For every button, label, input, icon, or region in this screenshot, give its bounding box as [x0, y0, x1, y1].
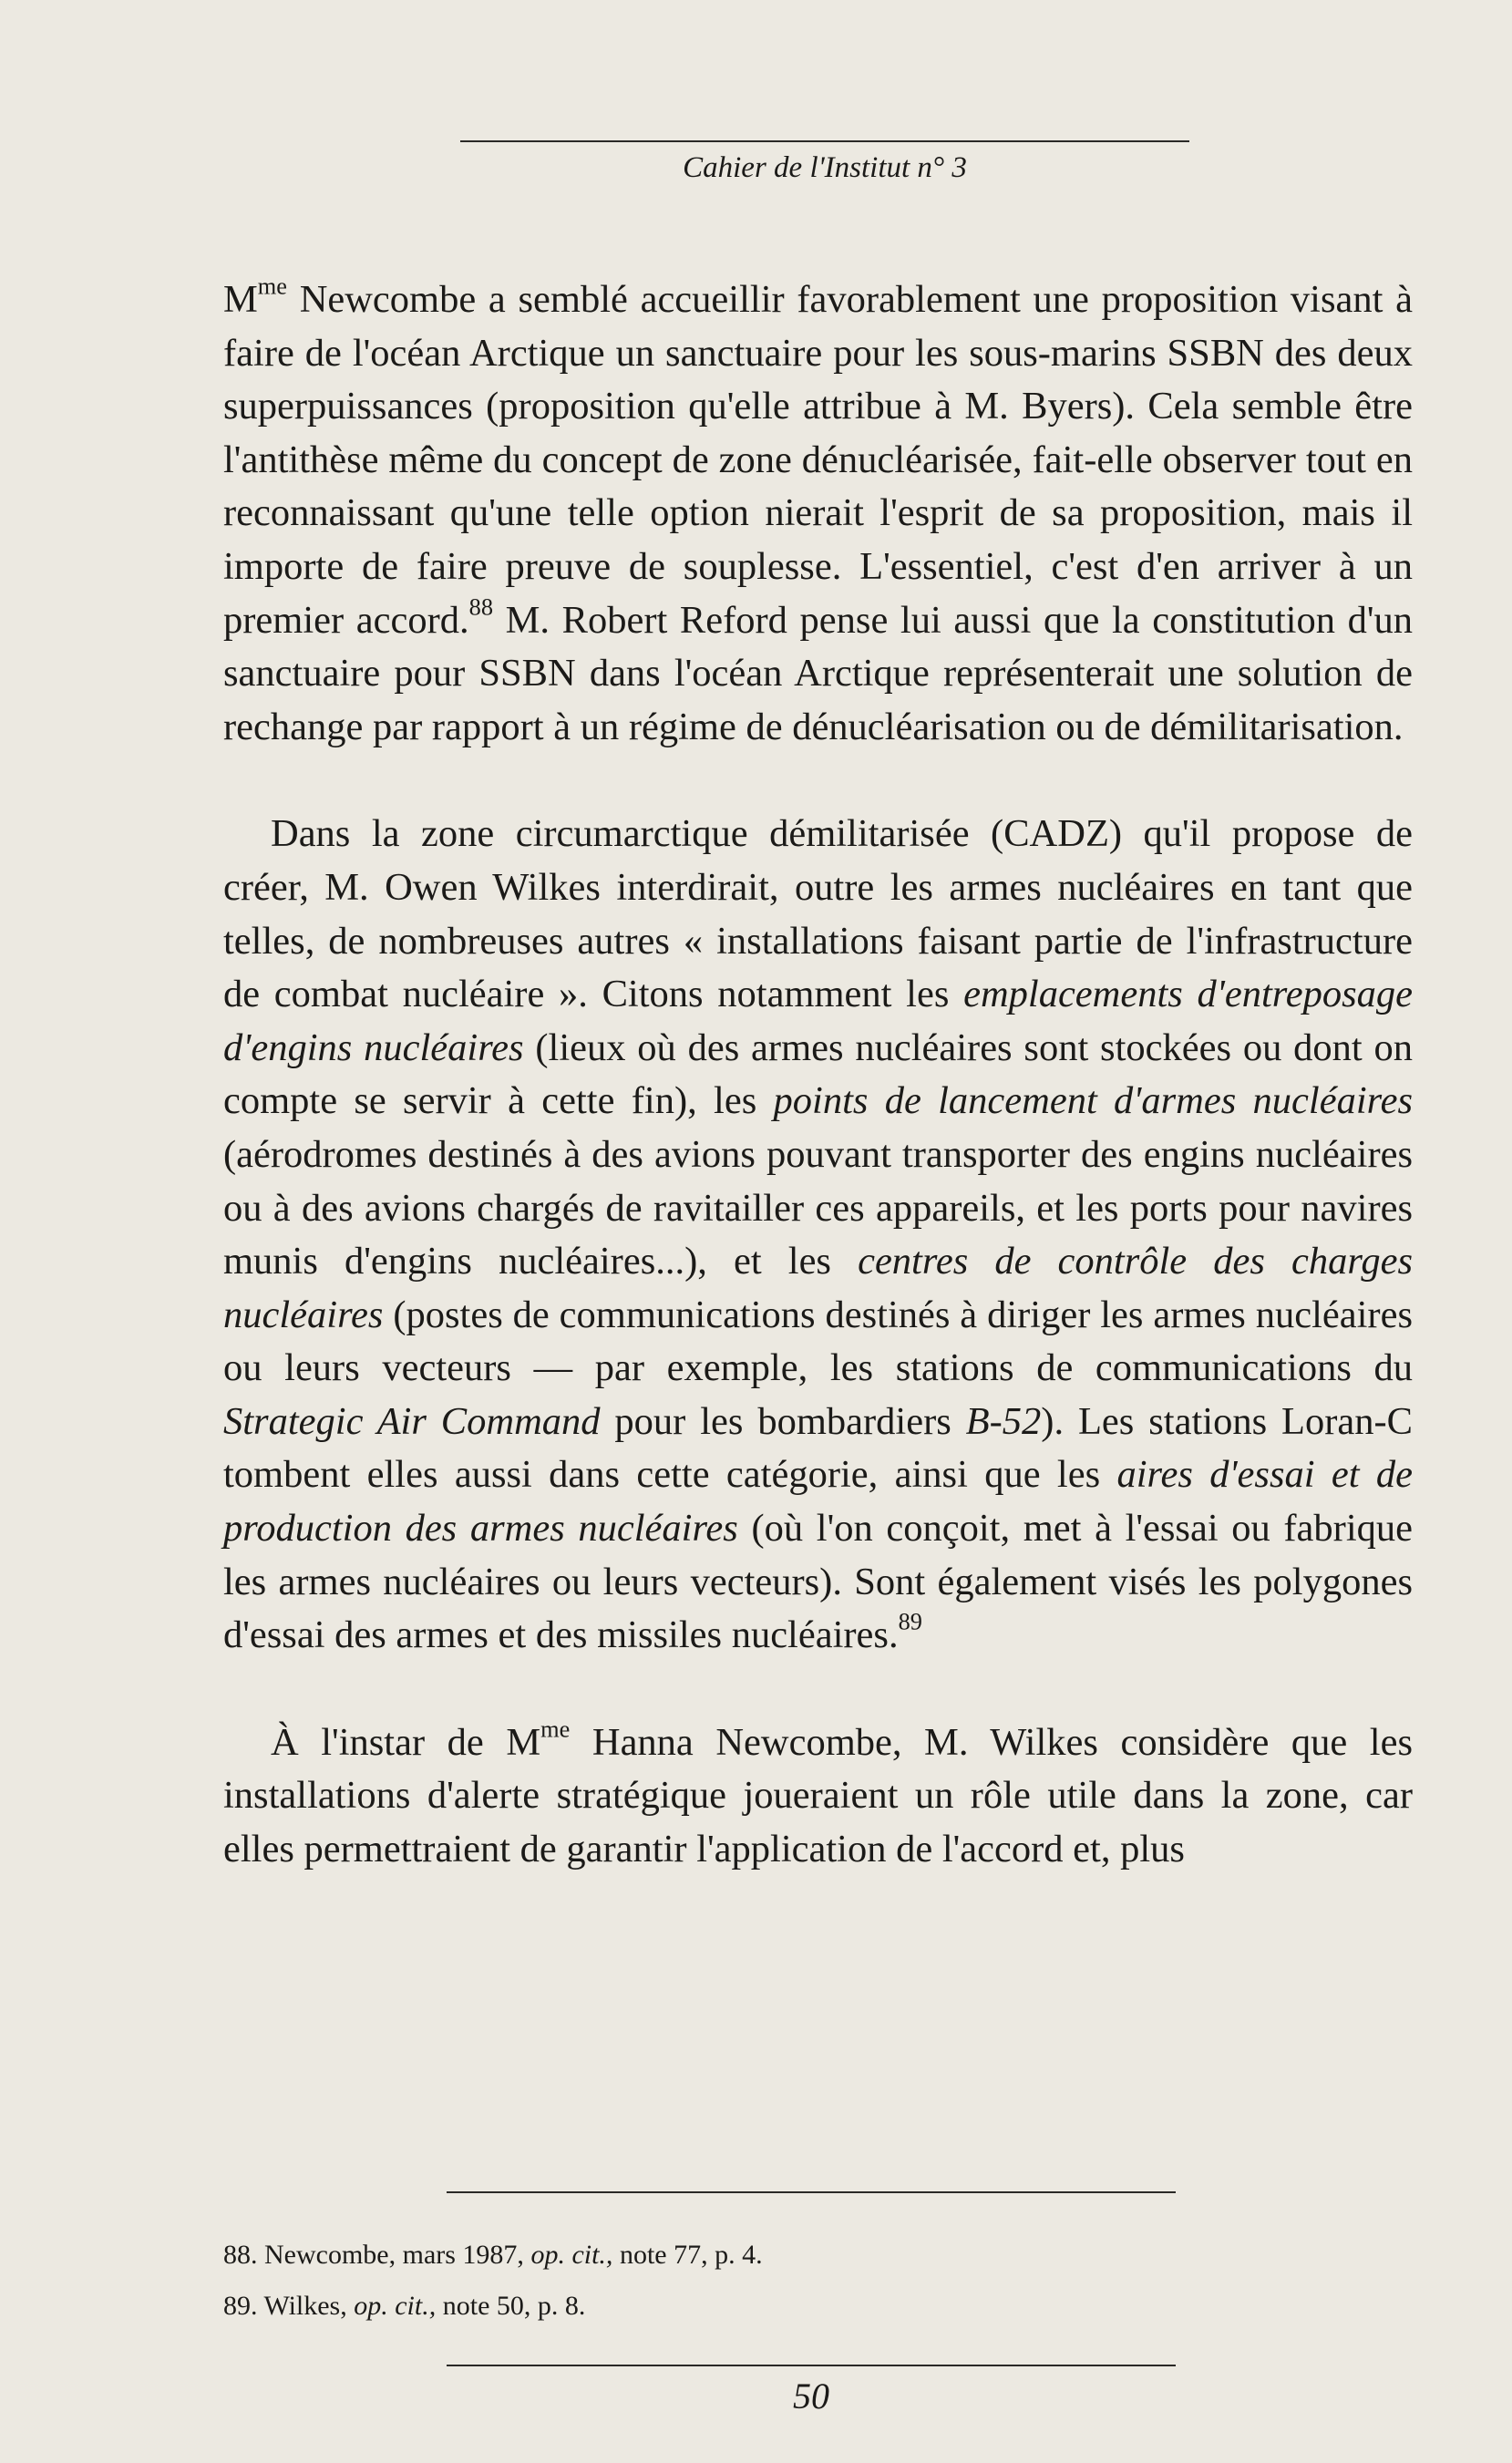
text-run: Newcombe a semblé accueillir favorablement une proposition visant à faire de l'océan Arctique un sanctuaire pour les sous-marins SSBN des deux superpuissances (proposition qu'elle attribue à M. Byers). Cela semble être l'antithèse même du concept de zone dénucléarisée, fait-elle observer tout en reconnaissant qu'une telle option nierait l'esprit de sa proposition, mais il importe de faire preuve de souplesse. L'essentiel, c'est d'en arriver à un premier accord.	[223, 278, 1413, 642]
text-run: Dans la zone circumarctique démilitarisée (CADZ) qu'il propose de créer, M. Owen Wilkes interdirait, outre les armes nucléaires en tant que telles, de nombreuses autres « installations faisant partie de l'infrastructure de combat nucléaire ». Citons notamment les	[223, 812, 1413, 1016]
paragraph-1	[223, 273, 1413, 754]
italic-text: op. cit.,	[354, 2291, 437, 2321]
superscript: 88	[468, 593, 493, 620]
italic-text: centres de contrôle des charges nucléaires	[223, 1240, 1414, 1336]
text-run: 89. Wilkes,	[223, 2291, 355, 2321]
paragraph-3	[223, 1716, 1413, 1877]
footnotes	[223, 2230, 1413, 2332]
italic-text: op. cit.,	[530, 2240, 613, 2270]
text-run: ). Les stations Loran-C tombent elles aussi dans cette catégorie, ainsi que les	[223, 1399, 1413, 1497]
italic-text: points de lancement d'armes nucléaires	[773, 1079, 1413, 1123]
superscript: me	[540, 1716, 571, 1743]
text-run: M. Robert Reford pense lui aussi que la constitution d'un sanctuaire pour SSBN dans l'océan Arctique représenterait une solution de rechange par rapport à un régime de dénucléarisation ou de démilitarisation.	[223, 598, 1413, 748]
footnote-88	[223, 2230, 1413, 2281]
body-text	[223, 273, 1413, 1931]
italic-text: aires d'essai et de production des armes nucléaires	[223, 1453, 1413, 1551]
superscript: me	[257, 273, 287, 300]
italic-text: Strategic Air Command	[223, 1399, 601, 1443]
italic-text: B-52	[965, 1399, 1042, 1443]
text-run: pour les bombardiers	[600, 1399, 966, 1443]
superscript: 89	[898, 1608, 922, 1635]
text-run: 88. Newcombe, mars 1987,	[223, 2240, 531, 2270]
text-run: (aérodromes destinés à des avions pouvant transporter des engins nucléaires ou à des avions chargés de ravitailler ces appareils, et les ports pour navires munis d'engins nucléaires...), et les	[223, 1132, 1413, 1283]
page-number: 50	[793, 2375, 829, 2417]
text-run: À l'instar de M	[271, 1720, 541, 1764]
italic-text: emplacements d'entreposage d'engins nucléaires	[223, 973, 1414, 1069]
footnote-89	[223, 2281, 1413, 2332]
folio-rule	[447, 2365, 1176, 2366]
running-header: Cahier de l'Institut n° 3	[683, 151, 967, 184]
footnote-rule	[447, 2191, 1176, 2193]
text-run: M	[223, 278, 258, 321]
text-run: note 50, p. 8.	[436, 2291, 586, 2321]
text-run: (postes de communications destinés à diriger les armes nucléaires ou leurs vecteurs — par exemple, les stations de communications du	[223, 1293, 1413, 1390]
paragraph-2	[223, 808, 1413, 1663]
text-run: note 77, p. 4.	[612, 2240, 763, 2270]
text-run: Hanna Newcombe, M. Wilkes considère que les installations d'alerte stratégique joueraient un rôle utile dans la zone, car elles permettraient de garantir l'application de l'accord et, plus	[223, 1720, 1413, 1871]
text-run: (lieux où des armes nucléaires sont stockées ou dont on compte se servir à cette fin), les	[223, 1025, 1413, 1123]
header-rule	[460, 140, 1189, 142]
text-run: (où l'on conçoit, met à l'essai ou fabrique les armes nucléaires ou leurs vecteurs). Sont également visés les polygones d'essai des armes et des missiles nucléaires.	[223, 1507, 1413, 1657]
